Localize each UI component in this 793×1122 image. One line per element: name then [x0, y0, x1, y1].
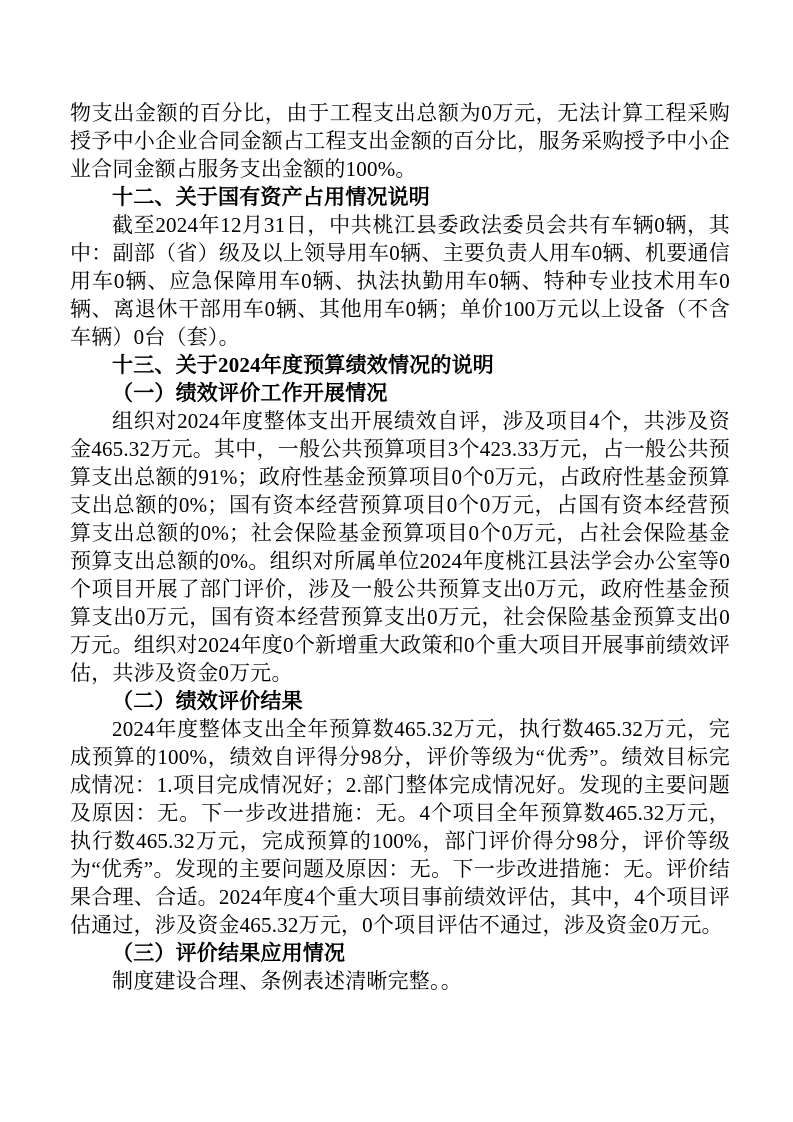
- paragraph-performance-self-evaluation: 组织对2024年度整体支出开展绩效自评，涉及项目4个，共涉及资金465.32万元。其中，一般公共预算项目3个423.33万元，占一般公共预算支出总额的91%；政府性基金预算项目0个0万元，占政府性基金预算支出总额的0%；国有资本经营预算项目0个0万元，占国有资本经营预算支出总额的0%；社会保险基金预算项目0个0万元，占社会保险基金预算支出总额的0%。组织对所属单位2024年度桃江县法学会办公室等0个项目开展了部门评价，涉及一般公共预算支出0万元，政府性基金预算支出0万元，国有资本经营预算支出0万元，社会保险基金预算支出0万元。组织对2024年度0个新增重大政策和0个重大项目开展事前绩效评估，共涉及资金0万元。: [70, 409, 730, 685]
- paragraph-procurement-continuation: 物支出金额的百分比，由于工程支出总额为0万元，无法计算工程采购授予中小企业合同金额占工程支出金额的百分比，服务采购授予中小企业合同金额占服务支出金额的100%。: [70, 101, 730, 181]
- heading-section-13-budget-performance: 十三、关于2024年度预算绩效情况的说明: [112, 353, 494, 377]
- subheading-evaluation-results: （二）绩效评价结果: [112, 689, 303, 713]
- heading-section-12-state-assets: 十二、关于国有资产占用情况说明: [112, 185, 430, 209]
- subheading-performance-evaluation-work: （一）绩效评价工作开展情况: [112, 381, 388, 405]
- paragraph-results-application-detail: 制度建设合理、条例表述清晰完整。。: [112, 969, 462, 993]
- subheading-results-application: （三）评价结果应用情况: [112, 941, 346, 965]
- paragraph-state-assets-vehicles: 截至2024年12月31日，中共桃江县委政法委员会共有车辆0辆，其中：副部（省）级及以上领导用车0辆、主要负责人用车0辆、机要通信用车0辆、应急保障用车0辆、执法执勤用车0辆、特种专业技术用车0辆、离退休干部用车0辆、其他用车0辆；单价100万元以上设备（不含车辆）0台（套）。: [70, 213, 730, 349]
- document-body: [70, 99, 730, 995]
- paragraph-evaluation-results-detail: 2024年度整体支出全年预算数465.32万元，执行数465.32万元，完成预算的100%，绩效自评得分98分，评价等级为“优秀”。绩效目标完成情况：1.项目完成情况好；2.部门整体完成情况好。发现的主要问题及原因：无。下一步改进措施：无。4个项目全年预算数465.32万元，执行数465.32万元，完成预算的100%，部门评价得分98分，评价等级为“优秀”。发现的主要问题及原因：无。下一步改进措施：无。评价结果合理、合适。2024年度4个重大项目事前绩效评估，其中，4个项目评估通过，涉及资金465.32万元，0个项目评估不通过，涉及资金0万元。: [70, 717, 730, 937]
